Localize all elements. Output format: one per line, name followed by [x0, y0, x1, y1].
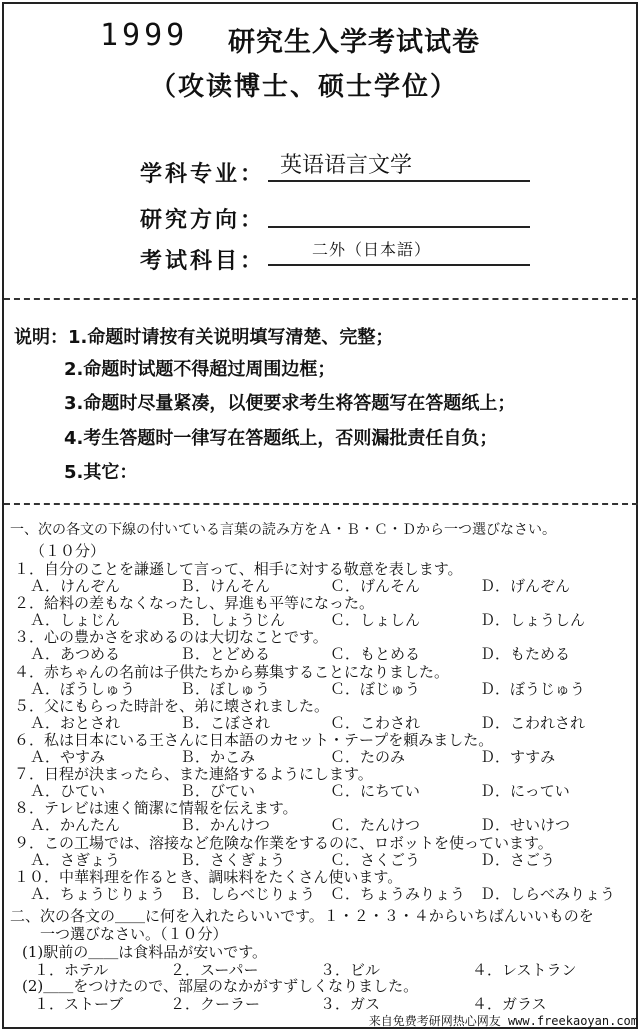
answer-option: ４．ガラス — [472, 995, 547, 1013]
note-5: 5.其它： — [64, 462, 138, 483]
field-value-major: 英语语言文学 — [280, 153, 413, 178]
field-line-major — [268, 152, 530, 182]
section2-title-cont: 一つ選びなさい。（１０分） — [40, 925, 228, 943]
answer-option: Ａ．けんぞん — [30, 577, 121, 595]
answer-option: Ｂ．かんけつ — [180, 816, 271, 834]
answer-option: Ｄ．さごう — [480, 851, 556, 869]
question-text: (2)＿＿をつけたので、部屋のなかがすずしくなりました。 — [22, 977, 419, 995]
answer-option: Ｂ．しょうじん — [180, 611, 286, 629]
answer-option: Ｃ．しょしん — [330, 611, 421, 629]
answer-option: Ｂ．かこみ — [180, 748, 256, 766]
answer-option: Ｂ．しらべじりょう — [180, 885, 316, 903]
question-text: (1)駅前の＿＿は食料品が安いです。 — [22, 943, 268, 961]
answer-option: Ａ．やすみ — [30, 748, 106, 766]
question-text: ４．赤ちゃんの名前は子供たちから募集することになりました。 — [14, 663, 450, 681]
question-text: １．自分のことを謙遜して言って、相手に対する敬意を表します。 — [14, 560, 463, 578]
answer-option: Ｄ．こわれされ — [480, 714, 586, 732]
answer-option: Ｄ．すすみ — [480, 748, 556, 766]
field-value-subject: 二外（日本語） — [312, 240, 432, 259]
question-text: ５．父にもらった時計を、弟に壊されました。 — [14, 697, 330, 715]
exam-title: 研究生入学考试试卷 — [228, 27, 480, 58]
note-4: 4.考生答题时一律写在答题纸上，否则漏批责任自负； — [64, 428, 498, 449]
field-label-direction: 研究方向： — [140, 208, 266, 233]
answer-option: Ａ．かんたん — [30, 816, 121, 834]
note-3: 3.命题时尽量紧凑，以便要求考生将答题写在答题纸上； — [64, 393, 516, 414]
divider — [4, 503, 638, 505]
answer-option: Ａ．ちょうじりょう — [30, 885, 166, 903]
answer-option: Ｂ．ぼしゅう — [180, 680, 271, 698]
answer-option: Ａ．あつめる — [30, 645, 121, 663]
answer-option: Ａ．ぼうしゅう — [30, 680, 136, 698]
answer-option: Ｂ．けんそん — [180, 577, 271, 595]
answer-option: Ａ．ひてい — [30, 782, 106, 800]
answer-option: Ａ．しょじん — [30, 611, 121, 629]
question-text: ２．給料の差もなくなったし、昇進も平等になった。 — [14, 594, 375, 612]
answer-option: １．ストーブ — [34, 995, 124, 1013]
answer-option: Ｃ．たんけつ — [330, 816, 421, 834]
answer-option: Ｃ．さくごう — [330, 851, 421, 869]
section2-title: 二、次の各文の＿＿に何を入れたらいいです。１・２・３・４からいちばんいいものを — [10, 907, 594, 925]
answer-option: Ｂ．こぼされ — [180, 714, 271, 732]
question-text: ８．テレビは速く簡潔に情報を伝えます。 — [14, 799, 298, 817]
field-line-direction — [268, 198, 530, 228]
answer-option: Ｃ．げんそん — [330, 577, 421, 595]
answer-option: Ｄ．せいけつ — [480, 816, 571, 834]
field-label-subject: 考试科目： — [140, 249, 266, 274]
footer-watermark: 来自免费考研网热心网友 www.freekaoyan.com — [368, 1014, 638, 1028]
answer-option: Ｂ．とどめる — [180, 645, 271, 663]
note-2: 2.命题时试题不得超过周围边框； — [64, 359, 336, 380]
field-line-subject — [268, 236, 530, 266]
answer-option: Ｄ．にってい — [480, 782, 570, 800]
answer-option: ４．レストラン — [472, 961, 577, 979]
answer-option: Ｃ．ぼじゅう — [330, 680, 421, 698]
answer-option: Ｃ．もとめる — [330, 645, 421, 663]
answer-option: Ｄ．げんぞん — [480, 577, 571, 595]
answer-option: Ｄ．しらべみりょう — [480, 885, 616, 903]
divider — [4, 298, 638, 300]
note-1: 说明：1.命题时请按有关说明填写清楚、完整； — [14, 327, 394, 348]
answer-option: Ａ．さぎょう — [30, 851, 121, 869]
question-text: ３．心の豊かさを求めるのは大切なことです。 — [14, 628, 328, 646]
answer-option: ２．スーパー — [170, 961, 259, 979]
answer-option: Ａ．おとされ — [30, 714, 121, 732]
question-text: ７．日程が決まったら、また連絡するようにします。 — [14, 765, 373, 783]
answer-option: Ｄ．もためる — [480, 645, 571, 663]
answer-option: １．ホテル — [34, 961, 109, 979]
question-text: ９．この工場では、溶接など危険な作業をするのに、ロボットを使っています。 — [14, 834, 553, 852]
answer-option: Ｄ．しょうしん — [480, 611, 586, 629]
question-text: １０．中華料理を作るとき、調味料をたくさん使います。 — [14, 868, 403, 886]
answer-option: Ｄ．ぼうじゅう — [480, 680, 586, 698]
answer-option: ３．ビル — [320, 961, 381, 979]
answer-option: ２．クーラー — [170, 995, 261, 1013]
answer-option: Ｃ．たのみ — [330, 748, 406, 766]
exam-year: 1999 — [100, 18, 189, 53]
answer-option: Ｂ．さくぎょう — [180, 851, 286, 869]
answer-option: Ｃ．にちてい — [330, 782, 420, 800]
section1-title: 一、次の各文の下線の付いている言葉の読み方をＡ・Ｂ・Ｃ・Ｄから一つ選びなさい。 — [10, 522, 556, 538]
answer-option: Ｃ．こわされ — [330, 714, 421, 732]
question-text: ６．私は日本にいる王さんに日本語のカセット・テープを頼みました。 — [14, 731, 494, 749]
field-label-major: 学科专业： — [140, 162, 266, 187]
section1-points: （１０分） — [30, 542, 106, 560]
answer-option: Ｃ．ちょうみりょう — [330, 885, 466, 903]
exam-subtitle: （攻读博士、硕士学位） — [150, 72, 459, 102]
answer-option: Ｂ．びてい — [180, 782, 256, 800]
answer-option: ３．ガス — [320, 995, 381, 1013]
